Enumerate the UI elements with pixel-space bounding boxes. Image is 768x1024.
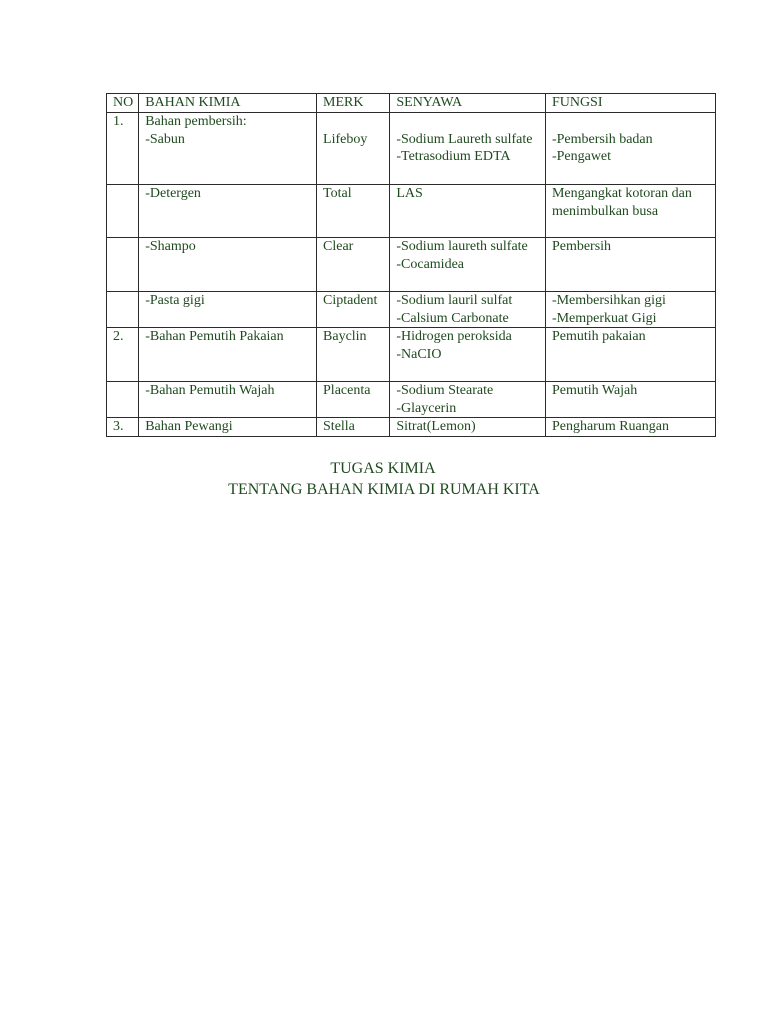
table-row bbox=[107, 382, 716, 418]
cell-fungsi bbox=[545, 418, 715, 437]
cell-merk bbox=[317, 382, 390, 418]
cell-senyawa bbox=[390, 382, 546, 418]
cell-text: -Sodium Stearate bbox=[396, 383, 494, 398]
cell-text: Placenta bbox=[323, 383, 371, 398]
cell-fungsi bbox=[545, 292, 715, 328]
cell-no bbox=[107, 418, 139, 437]
cell-text: Sitrat(Lemon) bbox=[396, 419, 476, 434]
cell-text: -Hidrogen peroksida bbox=[396, 329, 512, 344]
cell-text bbox=[552, 113, 709, 131]
cell-text: Lifeboy bbox=[323, 131, 368, 147]
cell-no bbox=[107, 382, 139, 418]
cell-text: Bahan pembersih: bbox=[145, 114, 247, 129]
cell-no bbox=[107, 238, 139, 292]
cell-senyawa bbox=[390, 292, 546, 328]
cell-text: Ciptadent bbox=[323, 293, 378, 308]
cell-fungsi bbox=[545, 328, 715, 382]
chemicals-table bbox=[106, 93, 716, 437]
header-fungsi: FUNGSI bbox=[545, 94, 715, 113]
table-row bbox=[107, 113, 716, 185]
table-header-row bbox=[107, 94, 716, 113]
cell-bahan bbox=[139, 328, 317, 382]
cell-text: -Membersihkan gigi bbox=[551, 293, 666, 308]
cell-text: -Shampo bbox=[145, 239, 196, 254]
cell-text: 2. bbox=[113, 329, 124, 344]
cell-merk bbox=[317, 113, 390, 185]
cell-text bbox=[396, 113, 539, 131]
cell-fungsi bbox=[545, 185, 715, 238]
cell-text: -Tetrasodium EDTA bbox=[396, 149, 511, 164]
cell-no bbox=[107, 328, 139, 382]
cell-text: -Cocamidea bbox=[396, 256, 464, 272]
cell-text bbox=[113, 292, 132, 310]
cell-text: Pemutih pakaian bbox=[551, 329, 646, 344]
cell-text: Mengangkat kotoran dan menimbulkan busa bbox=[551, 186, 692, 219]
table-row bbox=[107, 418, 716, 437]
cell-text: 1. bbox=[113, 114, 124, 129]
cell-text: -Calsium Carbonate bbox=[396, 310, 509, 326]
document-title bbox=[0, 458, 768, 500]
cell-text: -Pasta gigi bbox=[145, 293, 205, 308]
cell-merk bbox=[317, 238, 390, 292]
cell-no bbox=[107, 292, 139, 328]
cell-senyawa bbox=[390, 238, 546, 292]
title-line-1: TUGAS KIMIA bbox=[330, 460, 436, 477]
cell-text: -Glaycerin bbox=[396, 400, 457, 416]
cell-text: -Bahan Pemutih Wajah bbox=[145, 383, 275, 398]
cell-text: -Pengawet bbox=[551, 149, 612, 164]
cell-text: Clear bbox=[323, 239, 354, 254]
header-senyawa: SENYAWA bbox=[390, 94, 546, 113]
cell-fungsi bbox=[545, 113, 715, 185]
cell-text: -NaCIO bbox=[396, 346, 442, 362]
cell-text: Total bbox=[323, 186, 352, 201]
header-no: NO bbox=[107, 94, 139, 113]
table-row bbox=[107, 238, 716, 292]
cell-senyawa bbox=[390, 113, 546, 185]
cell-text: LAS bbox=[396, 186, 423, 201]
cell-no bbox=[107, 185, 139, 238]
cell-bahan bbox=[139, 238, 317, 292]
cell-text: Bayclin bbox=[323, 329, 367, 344]
cell-senyawa bbox=[390, 185, 546, 238]
cell-text: Pengharum Ruangan bbox=[551, 419, 669, 434]
cell-merk bbox=[317, 185, 390, 238]
cell-senyawa bbox=[390, 328, 546, 382]
cell-bahan bbox=[139, 185, 317, 238]
cell-bahan bbox=[139, 113, 317, 185]
cell-text: Pemutih Wajah bbox=[551, 383, 638, 398]
cell-text bbox=[113, 185, 132, 203]
cell-text: -Pembersih badan bbox=[551, 131, 653, 147]
cell-merk bbox=[317, 328, 390, 382]
cell-text: Stella bbox=[323, 419, 355, 434]
cell-text: 3. bbox=[113, 419, 124, 434]
cell-text: -Memperkuat Gigi bbox=[551, 310, 657, 326]
table-row bbox=[107, 185, 716, 238]
title-line-2: TENTANG BAHAN KIMIA DI RUMAH KITA bbox=[228, 481, 540, 498]
cell-fungsi bbox=[545, 238, 715, 292]
cell-text bbox=[113, 238, 132, 256]
header-bahan-kimia: BAHAN KIMIA bbox=[139, 94, 317, 113]
cell-text: -Sodium laureth sulfate bbox=[396, 239, 528, 254]
cell-bahan bbox=[139, 382, 317, 418]
table-row bbox=[107, 292, 716, 328]
cell-no bbox=[107, 113, 139, 185]
cell-fungsi bbox=[545, 382, 715, 418]
cell-text bbox=[113, 382, 132, 400]
cell-text: -Bahan Pemutih Pakaian bbox=[145, 329, 284, 344]
cell-text: -Sodium Laureth sulfate bbox=[396, 131, 533, 147]
cell-bahan bbox=[139, 292, 317, 328]
cell-text bbox=[323, 113, 383, 131]
cell-text: Bahan Pewangi bbox=[145, 419, 233, 434]
cell-text: Pembersih bbox=[551, 239, 612, 254]
cell-bahan bbox=[139, 418, 317, 437]
header-merk: MERK bbox=[317, 94, 390, 113]
table-row bbox=[107, 328, 716, 382]
cell-merk bbox=[317, 292, 390, 328]
cell-merk bbox=[317, 418, 390, 437]
cell-text: -Sodium lauril sulfat bbox=[396, 293, 513, 308]
cell-text: -Sabun bbox=[145, 131, 185, 147]
cell-text: -Detergen bbox=[145, 186, 201, 201]
cell-senyawa bbox=[390, 418, 546, 437]
